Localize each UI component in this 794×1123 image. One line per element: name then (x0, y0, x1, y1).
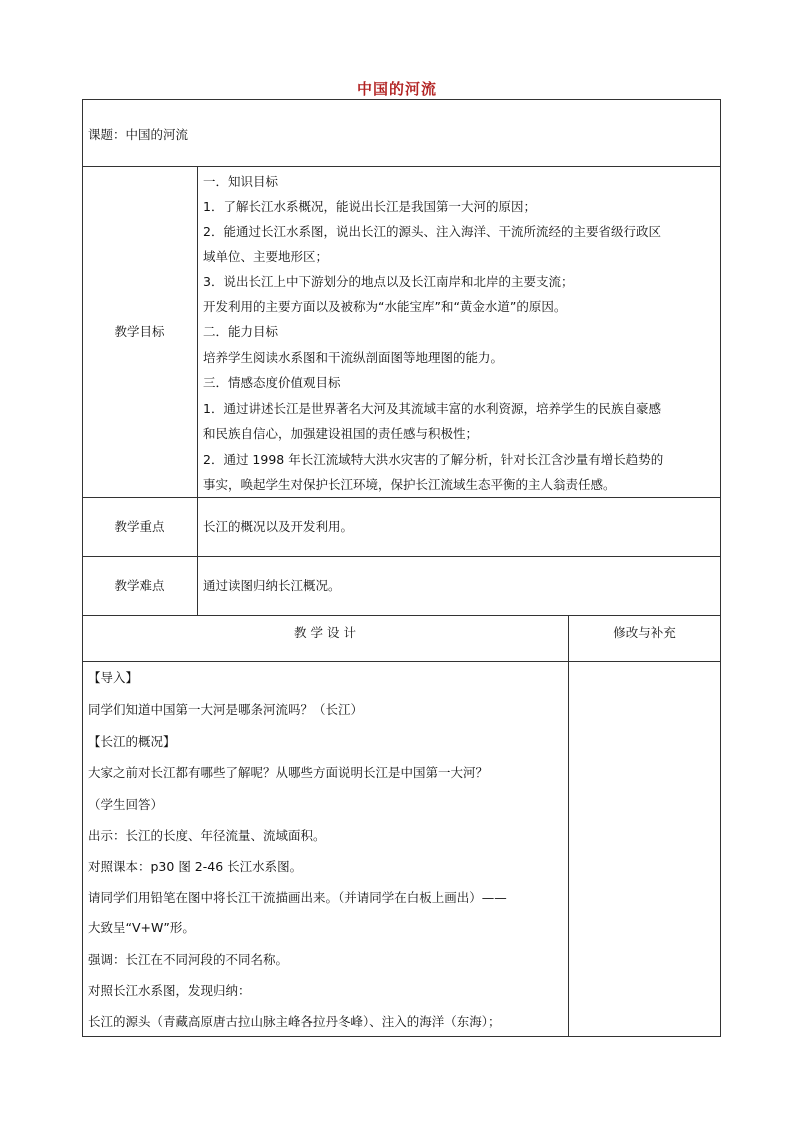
design-line: 大家之前对长江都有哪些了解呢？从哪些方面说明长江是中国第一大河？ (88, 765, 489, 780)
revise-header: 修改与补充 (613, 625, 676, 640)
goal-line: 2．能通过长江水系图，说出长江的源头、注入海洋、干流所流经的主要省级行政区 (203, 224, 661, 239)
design-line: 请同学们用铅笔在图中将长江干流描画出来。（并请同学在白板上画出）—— (88, 890, 507, 905)
goal-line: 事实，唤起学生对保护长江环境，保护长江流域生态平衡的主人翁责任感。 (203, 477, 616, 492)
goals-label: 教学目标 (114, 324, 165, 339)
goal-line: 1．了解长江水系概况，能说出长江是我国第一大河的原因； (203, 199, 536, 214)
difficulty-label: 教学难点 (114, 578, 165, 593)
goal-line: 1．通过讲述长江是世界著名大河及其流域丰富的水利资源，培养学生的民族自豪感 (203, 401, 661, 416)
goal-line: 3．说出长江上中下游划分的地点以及长江南岸和北岸的主要支流； (203, 274, 574, 289)
design-line: 【长江的概况】 (88, 734, 176, 749)
design-line: 强调：长江在不同河段的不同名称。 (88, 952, 289, 967)
goal-line: 一．知识目标 (203, 174, 279, 189)
key-points-label: 教学重点 (114, 519, 165, 534)
goal-line: 培养学生阅读水系图和干流纵剖面图等地理图的能力。 (203, 350, 504, 365)
goal-line: 2．通过 1998 年长江流域特大洪水灾害的了解分析，针对长江含沙量有增长趋势的 (203, 452, 664, 467)
row-divider (82, 615, 721, 616)
key-points-text: 长江的概况以及开发利用。 (203, 519, 354, 534)
goal-line: 二．能力目标 (203, 324, 279, 339)
design-line: 出示：长江的长度、年径流量、流域面积。 (88, 828, 326, 843)
row-divider (82, 166, 721, 167)
design-header: 教 学 设 计 (294, 625, 356, 640)
design-line: 【导入】 (88, 670, 139, 685)
topic-text: 课题：中国的河流 (88, 127, 189, 142)
document-title: 中国的河流 (356, 80, 437, 98)
design-line: 大致呈“V+W”形。 (88, 920, 195, 935)
column-divider (197, 166, 198, 615)
design-line: （学生回答） (88, 797, 164, 812)
difficulty-text: 通过读图归纳长江概况。 (203, 578, 341, 593)
column-divider (568, 615, 569, 1037)
goal-line: 三．情感态度价值观目标 (203, 375, 341, 390)
design-line: 同学们知道中国第一大河是哪条河流吗？（长江） (88, 702, 364, 717)
row-divider (82, 497, 721, 498)
design-line: 对照课本：p30 图 2-46 长江水系图。 (88, 859, 303, 874)
goal-line: 开发利用的主要方面以及被称为“水能宝库”和“黄金水道”的原因。 (203, 299, 567, 314)
row-divider (82, 556, 721, 557)
design-line: 长江的源头（青藏高原唐古拉山脉主峰各拉丹冬峰）、注入的海洋（东海）； (88, 1014, 501, 1029)
design-line: 对照长江水系图，发现归纳： (88, 983, 251, 998)
goal-line: 域单位、主要地形区； (203, 249, 329, 264)
goal-line: 和民族自信心，加强建设祖国的责任感与积极性； (203, 426, 479, 441)
row-divider (82, 661, 721, 662)
